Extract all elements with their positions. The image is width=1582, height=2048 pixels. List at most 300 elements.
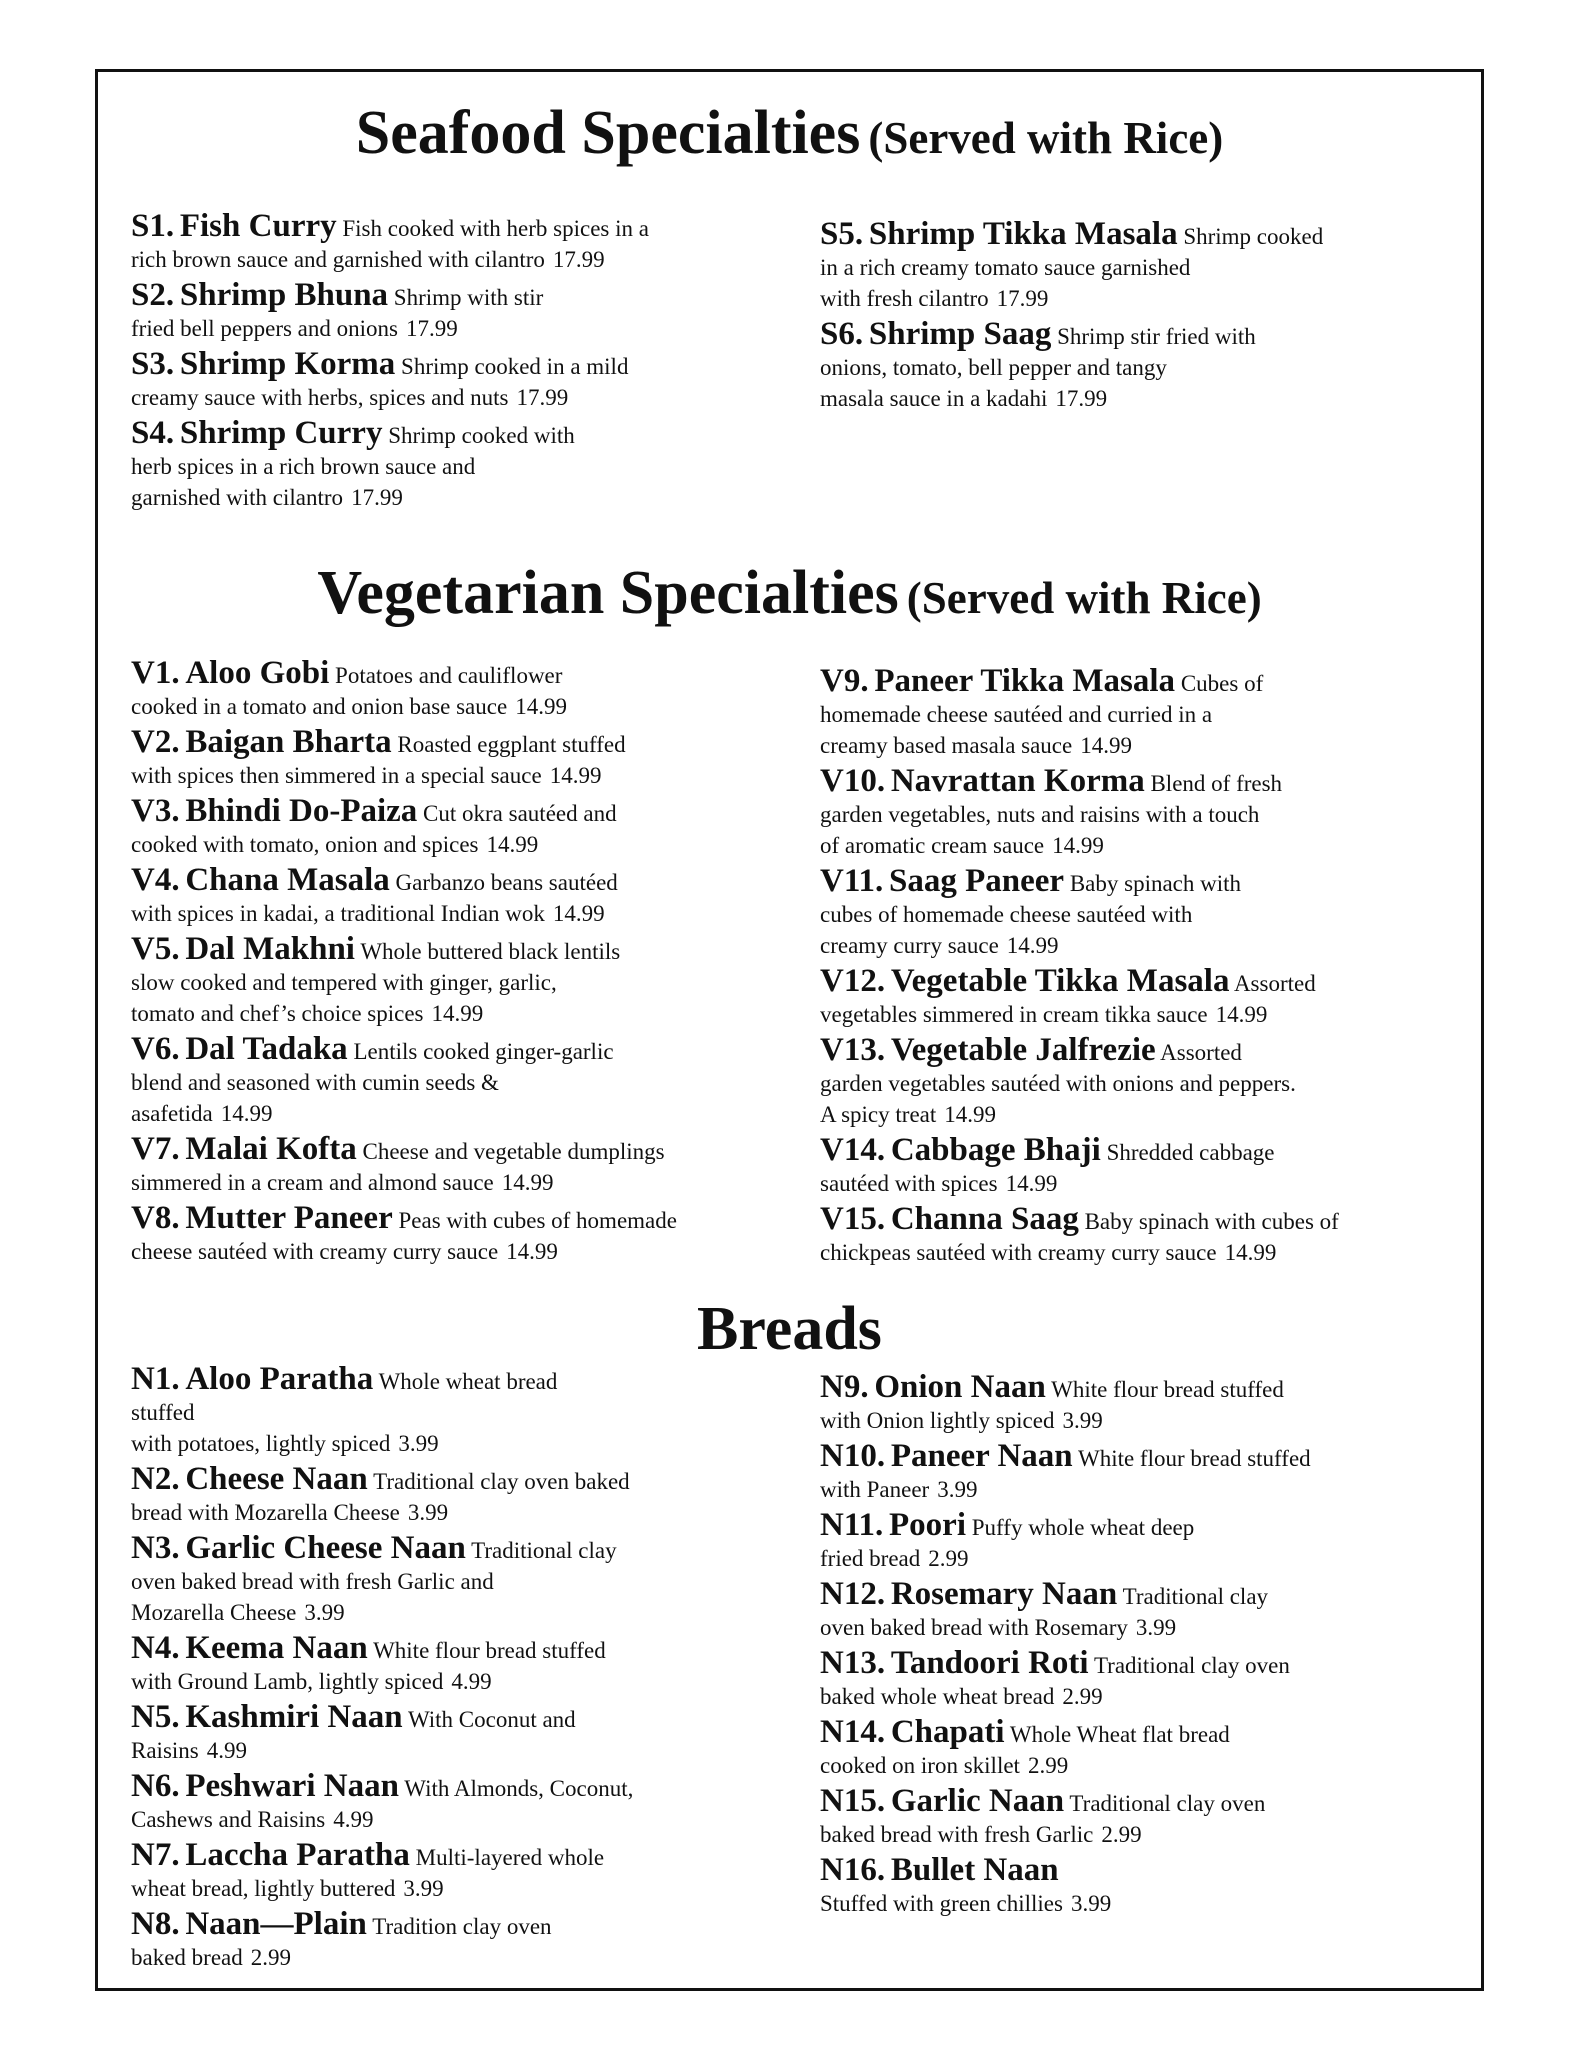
menu-item-description: Baby spinach with [1069, 871, 1242, 896]
menu-item-name: Shrimp Curry [179, 415, 383, 451]
menu-item-heading [131, 1906, 741, 1942]
menu-item-name: Dal Makhni [185, 931, 355, 967]
menu-item [131, 1530, 741, 1628]
menu-item-description: Peas with cubes of homemade [398, 1208, 677, 1233]
menu-item-heading [820, 1438, 1390, 1474]
menu-item-description: Whole wheat bread [378, 1369, 558, 1394]
menu-item-description-last: bread with Mozarella Cheese [131, 1500, 400, 1525]
menu-item-name: Bullet Naan [890, 1852, 1059, 1888]
menu-item-price-line [131, 1098, 741, 1129]
menu-item-price: 4.99 [206, 1738, 247, 1763]
menu-item-code: N7. [131, 1837, 180, 1873]
menu-item-price-line [131, 1236, 741, 1267]
menu-item [131, 1461, 741, 1528]
menu-item-name: Aloo Paratha [185, 1361, 374, 1397]
menu-item [131, 724, 741, 791]
menu-item-description: Potatoes and cauliflower [335, 663, 563, 688]
menu-item-heading [820, 663, 1390, 699]
menu-item-price-line [820, 999, 1390, 1030]
menu-item-code: N13. [820, 1645, 886, 1681]
menu-item-heading [131, 346, 741, 382]
menu-item-description-last: creamy sauce with herbs, spices and nuts [131, 385, 509, 410]
menu-item-price: 3.99 [1070, 1891, 1112, 1916]
menu-item-price-line [820, 1099, 1390, 1130]
menu-item-description-last: rich brown sauce and garnished with cilantro [131, 247, 545, 272]
menu-item-price-line [131, 760, 741, 791]
menu-item-description: Whole buttered black lentils [360, 939, 621, 964]
menu-item-heading [820, 1507, 1390, 1543]
menu-item-code: V9. [820, 663, 869, 699]
menu-item [131, 208, 741, 275]
menu-item-name: Chana Masala [185, 862, 390, 898]
menu-item-code: V14. [820, 1132, 886, 1168]
menu-item-name: Shrimp Saag [868, 316, 1052, 352]
menu-item-description-last: cooked in a tomato and onion base sauce [131, 694, 508, 719]
menu-item-heading [131, 415, 741, 451]
menu-item-price-line [131, 1666, 741, 1697]
menu-item-heading [820, 1645, 1390, 1681]
menu-item-price-line [131, 1597, 741, 1628]
menu-item-description: Shrimp cooked in a mild [401, 354, 629, 379]
menu-item-name: Paneer Tikka Masala [874, 663, 1176, 699]
menu-item-description: White flour bread stuffed [373, 1638, 606, 1663]
menu-item-description-last: sautéed with spices [820, 1171, 998, 1196]
menu-item-description: Traditional clay oven [1069, 1791, 1266, 1816]
menu-item-code: N4. [131, 1630, 180, 1666]
menu-item [131, 793, 741, 860]
menu-item-price: 14.99 [552, 901, 605, 926]
menu-item-name: Garlic Cheese Naan [185, 1530, 466, 1566]
section-title-breads: Breads [697, 1295, 882, 1363]
menu-item [820, 216, 1390, 314]
menu-item-price: 3.99 [304, 1600, 345, 1625]
breads-left-column [131, 1359, 741, 1973]
menu-item [131, 1630, 741, 1697]
menu-item-description-last: with potatoes, lightly spiced [131, 1431, 391, 1456]
menu-item-heading [131, 1031, 741, 1067]
menu-item-name: Onion Naan [874, 1369, 1046, 1405]
menu-item-description-last: fried bell peppers and onions [131, 316, 398, 341]
menu-item-price: 3.99 [1062, 1408, 1103, 1433]
menu-item-price-line [820, 1888, 1390, 1919]
menu-item-code: N15. [820, 1783, 886, 1819]
menu-item-description: Traditional clay oven [1093, 1653, 1290, 1678]
menu-item-description-last: with fresh cilantro [820, 286, 989, 311]
menu-item-code: V13. [820, 1032, 886, 1068]
menu-item [820, 1714, 1390, 1781]
menu-item-price: 3.99 [937, 1477, 978, 1502]
menu-item-description-line: garden vegetables, nuts and raisins with a touch [820, 802, 1260, 827]
menu-item-price-line [820, 1819, 1390, 1850]
menu-item [820, 763, 1390, 861]
menu-item-price-line [131, 1428, 741, 1459]
menu-item-name: Aloo Gobi [185, 655, 330, 691]
menu-item-name: Channa Saag [890, 1201, 1079, 1237]
menu-item-price: 14.99 [501, 1170, 554, 1195]
menu-item [820, 316, 1390, 414]
menu-item-price-line [131, 1735, 741, 1766]
menu-item-price: 3.99 [403, 1876, 444, 1901]
menu-item-description: Multi-layered whole [415, 1845, 605, 1870]
menu-item-heading [131, 724, 741, 760]
menu-item-price-line [820, 1474, 1390, 1505]
menu-item-name: Dal Tadaka [185, 1031, 348, 1067]
menu-item-price: 2.99 [1062, 1684, 1103, 1709]
menu-item-code: S5. [820, 216, 864, 252]
menu-item-description: Shrimp cooked [1183, 224, 1324, 249]
menu-item-name: Malai Kofta [185, 1131, 357, 1167]
menu-item-description-line: cubes of homemade cheese sautéed with [820, 902, 1193, 927]
menu-item [820, 1645, 1390, 1712]
menu-item-description-line: blend and seasoned with cumin seeds & [131, 1070, 499, 1095]
menu-item-description: Traditional clay [1122, 1584, 1269, 1609]
menu-item [820, 1369, 1390, 1436]
menu-item-code: S1. [131, 208, 175, 244]
menu-item-description: Assorted [1160, 1040, 1242, 1065]
menu-item-description-last: Raisins [131, 1738, 199, 1763]
menu-item [820, 1783, 1390, 1850]
menu-item-heading [131, 1131, 741, 1167]
menu-item-description: Whole Wheat flat bread [1009, 1722, 1230, 1747]
menu-item-code: S6. [820, 316, 864, 352]
menu-item-price-line [131, 382, 741, 413]
menu-item-code: S2. [131, 277, 175, 313]
menu-item-description: White flour bread stuffed [1077, 1446, 1311, 1471]
menu-item-name: Shrimp Tikka Masala [868, 216, 1178, 252]
menu-item-price: 17.99 [1055, 386, 1108, 411]
menu-item-heading [820, 1201, 1390, 1237]
menu-item [820, 1201, 1390, 1268]
menu-item-code: V7. [131, 1131, 180, 1167]
menu-item-price-line [131, 244, 741, 275]
menu-item-description: Blend of fresh [1150, 771, 1283, 796]
menu-item-description-last: cheese sautéed with creamy curry sauce [131, 1239, 499, 1264]
menu-item-description-last: with Ground Lamb, lightly spiced [131, 1669, 444, 1694]
menu-item-description-last: creamy curry sauce [820, 933, 999, 958]
menu-item-name: Cabbage Bhaji [890, 1132, 1101, 1168]
menu-item-description: With Almonds, Coconut, [404, 1776, 634, 1801]
menu-item-price: 4.99 [333, 1807, 374, 1832]
menu-item-price: 14.99 [1005, 1171, 1058, 1196]
seafood-left-column [131, 206, 741, 513]
menu-item-name: Shrimp Korma [179, 346, 396, 382]
menu-item-price-line [820, 383, 1390, 414]
menu-item [131, 1699, 741, 1766]
menu-item-heading [131, 1768, 741, 1804]
menu-item-name: Garlic Naan [890, 1783, 1065, 1819]
menu-item-price: 17.99 [351, 485, 403, 510]
menu-item-price: 2.99 [1101, 1822, 1142, 1847]
menu-item-heading [131, 1699, 741, 1735]
menu-item-price: 3.99 [1135, 1615, 1177, 1640]
menu-item-code: N14. [820, 1714, 886, 1750]
menu-item [820, 663, 1390, 761]
menu-item-name: Mutter Paneer [185, 1200, 393, 1236]
menu-item-code: N9. [820, 1369, 869, 1405]
menu-item-price: 14.99 [515, 694, 567, 719]
menu-item-price-line [820, 730, 1390, 761]
menu-item-price: 14.99 [431, 1001, 484, 1026]
menu-item-code: V15. [820, 1201, 886, 1237]
menu-item-description: Shredded cabbage [1106, 1140, 1275, 1165]
menu-item-description-line: oven baked bread with fresh Garlic and [131, 1569, 494, 1594]
menu-item-heading [131, 793, 741, 829]
menu-item-code: N1. [131, 1361, 180, 1397]
section-title-seafood: Seafood Specialties (Served with Rice) [355, 99, 1224, 167]
menu-item-price: 14.99 [1052, 833, 1104, 858]
menu-item-price: 14.99 [1006, 933, 1059, 958]
menu-item-name: Tandoori Roti [890, 1645, 1089, 1681]
menu-item-price: 17.99 [516, 385, 569, 410]
menu-item-price-line [820, 1750, 1390, 1781]
menu-item-heading [131, 1837, 741, 1873]
breads-right-column [820, 1367, 1390, 1919]
menu-item-code: N12. [820, 1576, 886, 1612]
menu-item-code: N16. [820, 1852, 886, 1888]
menu-item [820, 1507, 1390, 1574]
menu-item [131, 655, 741, 722]
menu-item-price: 14.99 [1215, 1002, 1268, 1027]
menu-item-price-line [820, 1168, 1390, 1199]
menu-item-code: V11. [820, 863, 884, 899]
menu-item-description: Lentils cooked ginger-garlic [353, 1039, 614, 1064]
seafood-right-column [820, 214, 1390, 414]
menu-item-heading [820, 1714, 1390, 1750]
menu-item-description-last: oven baked bread with Rosemary [820, 1615, 1128, 1640]
menu-item-description-last: chickpeas sautéed with creamy curry sauce [820, 1240, 1217, 1265]
menu-item-code: S4. [131, 415, 175, 451]
menu-item-description: Puffy whole wheat deep [971, 1515, 1195, 1540]
menu-item-price-line [820, 1543, 1390, 1574]
menu-item-price-line [131, 1497, 741, 1528]
menu-item-description-line: onions, tomato, bell pepper and tangy [820, 355, 1167, 380]
menu-item-price-line [820, 283, 1390, 314]
menu-item-price: 14.99 [220, 1101, 273, 1126]
menu-item-price: 4.99 [451, 1669, 492, 1694]
menu-item-heading [131, 208, 741, 244]
menu-item-description: Cut okra sautéed and [423, 801, 617, 826]
menu-item-description: Traditional clay [471, 1538, 617, 1563]
menu-item-description-last: masala sauce in a kadahi [820, 386, 1048, 411]
menu-item-description: Shrimp with stir [393, 285, 544, 310]
menu-item-price-line [131, 482, 741, 513]
menu-item-description: Shrimp stir fried with [1057, 324, 1256, 349]
menu-page-frame [95, 69, 1484, 1991]
menu-item [131, 931, 741, 1029]
menu-item [820, 863, 1390, 961]
menu-item-name: Laccha Paratha [185, 1837, 410, 1873]
menu-item-name: Poori [889, 1507, 966, 1543]
menu-item-description-last: Stuffed with green chillies [820, 1891, 1063, 1916]
menu-item-name: Vegetable Jalfrezie [890, 1032, 1156, 1068]
menu-item-description-last: vegetables simmered in cream tikka sauce [820, 1002, 1208, 1027]
menu-item-description-last: with Paneer [820, 1477, 930, 1502]
menu-item-code: V1. [131, 655, 180, 691]
menu-item-code: V6. [131, 1031, 180, 1067]
menu-item-price: 14.99 [549, 763, 602, 788]
menu-item-description-line: stuffed [131, 1400, 195, 1425]
menu-item-name: Vegetable Tikka Masala [890, 963, 1230, 999]
menu-item-description: Assorted [1233, 971, 1316, 996]
menu-item-heading [820, 1132, 1390, 1168]
menu-item-description: Garbanzo beans sautéed [395, 870, 618, 895]
menu-item-price-line [131, 829, 741, 860]
menu-item-price: 3.99 [398, 1431, 439, 1456]
menu-item-code: V2. [131, 724, 180, 760]
menu-item [820, 1438, 1390, 1505]
menu-item-price: 3.99 [407, 1500, 449, 1525]
menu-item-heading [131, 1630, 741, 1666]
menu-item-heading [131, 1361, 741, 1397]
menu-item-code: N8. [131, 1906, 180, 1942]
menu-item [820, 1032, 1390, 1130]
menu-item-code: V4. [131, 862, 180, 898]
menu-item-price: 2.99 [928, 1546, 969, 1571]
menu-item-price-line [131, 1873, 741, 1904]
menu-item-heading [820, 216, 1390, 252]
menu-item-code: N3. [131, 1530, 180, 1566]
menu-item-price: 14.99 [506, 1239, 558, 1264]
menu-item-description-last: creamy based masala sauce [820, 733, 1073, 758]
menu-item [820, 1132, 1390, 1199]
menu-item-price-line [820, 1612, 1390, 1643]
menu-item-code: N10. [820, 1438, 886, 1474]
menu-item-price-line [131, 313, 741, 344]
menu-item-price-line [131, 1804, 741, 1835]
menu-item-name: Rosemary Naan [890, 1576, 1118, 1612]
menu-item-price-line [820, 1681, 1390, 1712]
menu-item-price: 14.99 [944, 1102, 996, 1127]
menu-item-price: 17.99 [996, 286, 1049, 311]
menu-item-heading [820, 863, 1390, 899]
menu-item [131, 1906, 741, 1973]
menu-item-code: N5. [131, 1699, 180, 1735]
menu-item-heading [820, 1783, 1390, 1819]
menu-item-price-line [131, 1167, 741, 1198]
menu-item-description: White flour bread stuffed [1051, 1377, 1284, 1402]
menu-item-description-last: Cashews and Raisins [131, 1807, 326, 1832]
menu-item-price-line [131, 691, 741, 722]
menu-item-heading [131, 655, 741, 691]
menu-item-description: Fish cooked with herb spices in a [342, 216, 649, 241]
menu-item-description-line: homemade cheese sautéed and curried in a [820, 702, 1213, 727]
menu-item-name: Navrattan Korma [890, 763, 1145, 799]
menu-item-price: 17.99 [405, 316, 458, 341]
menu-item-name: Chapati [890, 1714, 1005, 1750]
vegetarian-left-column [131, 653, 741, 1267]
menu-item-code: V12. [820, 963, 886, 999]
menu-item-name: Baigan Bharta [185, 724, 392, 760]
menu-item-name: Bhindi Do-Paiza [185, 793, 418, 829]
menu-item [131, 1200, 741, 1267]
menu-item [131, 1031, 741, 1129]
menu-item-price: 2.99 [1027, 1753, 1069, 1778]
menu-item [131, 1361, 741, 1459]
menu-item-code: V3. [131, 793, 180, 829]
menu-item-description-last: asafetida [131, 1101, 213, 1126]
menu-item-description-last: garnished with cilantro [131, 485, 344, 510]
menu-item-heading [131, 931, 741, 967]
menu-item-code: V10. [820, 763, 886, 799]
menu-item [820, 1852, 1390, 1919]
vegetarian-right-column [820, 661, 1390, 1268]
menu-item-price: 17.99 [552, 247, 605, 272]
menu-item-description-last: with Onion lightly spiced [820, 1408, 1055, 1433]
menu-item-code: N11. [820, 1507, 884, 1543]
menu-item-name: Peshwari Naan [185, 1768, 399, 1804]
menu-item-description-last: fried bread [820, 1546, 921, 1571]
menu-item-name: Naan—Plain [185, 1906, 367, 1942]
menu-item [131, 415, 741, 513]
menu-item-description: Cubes of [1180, 671, 1264, 696]
menu-item-heading [820, 763, 1390, 799]
menu-item-name: Shrimp Bhuna [179, 277, 389, 313]
menu-item-description-last: simmered in a cream and almond sauce [131, 1170, 494, 1195]
menu-item-heading [131, 277, 741, 313]
menu-item-price-line [131, 1942, 741, 1973]
menu-item-description-line: herb spices in a rich brown sauce and [131, 454, 476, 479]
menu-item-code: N2. [131, 1461, 180, 1497]
menu-item-heading [820, 1852, 1390, 1888]
menu-item-description-last: baked bread [131, 1945, 243, 1970]
menu-item-heading [820, 316, 1390, 352]
menu-item-description-line: slow cooked and tempered with ginger, garlic, [131, 970, 557, 995]
menu-item-price: 14.99 [1080, 733, 1132, 758]
menu-item [131, 1131, 741, 1198]
menu-item [131, 1837, 741, 1904]
menu-item-name: Keema Naan [185, 1630, 368, 1666]
menu-item [131, 346, 741, 413]
menu-item-price-line [131, 998, 741, 1029]
menu-item-code: S3. [131, 346, 175, 382]
menu-item-heading [820, 1032, 1390, 1068]
menu-item-code: N6. [131, 1768, 180, 1804]
menu-item-description-last: tomato and chef’s choice spices [131, 1001, 424, 1026]
menu-item-description-last: baked bread with fresh Garlic [820, 1822, 1094, 1847]
menu-item-description-last: Mozarella Cheese [131, 1600, 297, 1625]
menu-item [131, 862, 741, 929]
menu-item-code: V8. [131, 1200, 180, 1236]
menu-item-heading [820, 963, 1390, 999]
menu-item-description-last: with spices then simmered in a special sauce [131, 763, 542, 788]
menu-item-price: 2.99 [250, 1945, 291, 1970]
menu-item-name: Saag Paneer [889, 863, 1065, 899]
menu-item-heading [820, 1576, 1390, 1612]
menu-item-price: 14.99 [486, 832, 539, 857]
menu-item-heading [131, 1461, 741, 1497]
menu-item-description-line: in a rich creamy tomato sauce garnished [820, 255, 1191, 280]
menu-item-description-last: wheat bread, lightly buttered [131, 1876, 396, 1901]
menu-item-description-line: garden vegetables sautéed with onions and peppers. [820, 1071, 1296, 1096]
menu-item-description-last: of aromatic cream sauce [820, 833, 1045, 858]
menu-item-name: Kashmiri Naan [185, 1699, 403, 1735]
menu-item [131, 1768, 741, 1835]
menu-item-description: Traditional clay oven baked [373, 1469, 630, 1494]
menu-item-name: Paneer Naan [890, 1438, 1073, 1474]
menu-item-description: Tradition clay oven [372, 1914, 552, 1939]
menu-item-name: Fish Curry [179, 208, 337, 244]
menu-item-code: V5. [131, 931, 180, 967]
menu-item-heading [820, 1369, 1390, 1405]
menu-item-heading [131, 862, 741, 898]
menu-item-description: Shrimp cooked with [388, 423, 575, 448]
menu-item-price-line [820, 930, 1390, 961]
menu-item [820, 1576, 1390, 1643]
menu-item-price-line [820, 1237, 1390, 1268]
menu-item-price-line [820, 830, 1390, 861]
menu-item [820, 963, 1390, 1030]
menu-item-price-line [131, 898, 741, 929]
